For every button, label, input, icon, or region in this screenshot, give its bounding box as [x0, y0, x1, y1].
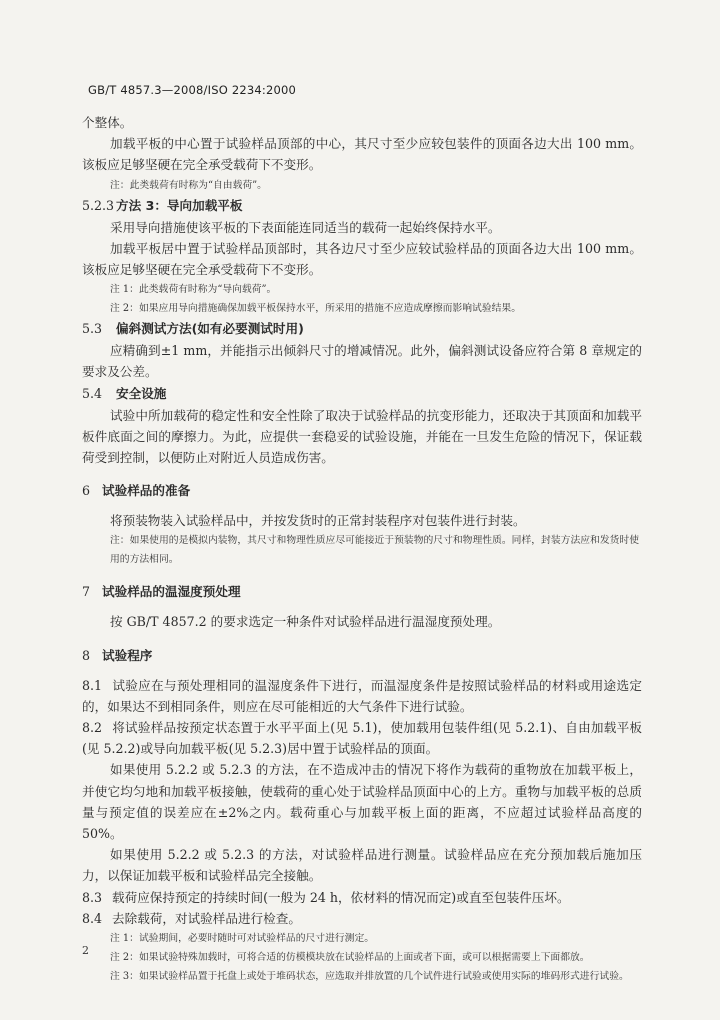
- numbered-clause: [82, 675, 642, 717]
- page-number: 2: [82, 944, 89, 957]
- paragraph: 将预装物装入试验样品中，并按发货时的正常封装程序对包装件进行封装。: [110, 513, 526, 529]
- document-body: [82, 112, 642, 986]
- subsection-heading: [82, 383, 642, 405]
- heading-text: 试验样品的准备: [102, 483, 191, 499]
- note: 注 3：如果试验样品置于托盘上或处于堆码状态，应选取并排放置的几个试件进行试验或使用实际的堆码形式进行试验。: [110, 971, 629, 983]
- note: 注：此类载荷有时称为“自由载荷”。: [110, 179, 267, 191]
- heading-number: 5.3: [82, 321, 103, 337]
- paragraph: 如果使用 5.2.2 或 5.2.3 的方法，对试验样品进行测量。试验样品应在充分预加载后施加压力，以保证加载平板和试验样品完全接触。: [82, 847, 642, 884]
- clause-number: 8.1: [82, 677, 103, 693]
- paragraph: 应精确到±1 mm，并能指示出倾斜尺寸的增减情况。此外，偏斜测试设备应符合第 8 章规定的要求及公差。: [82, 343, 642, 380]
- heading-text: 试验程序: [102, 647, 153, 663]
- section-heading: [82, 645, 642, 667]
- heading-text: 方法 3：导向加载平板: [116, 197, 243, 213]
- heading-text: 偏斜测试方法(如有必要测试时用): [116, 321, 304, 337]
- note: 注 1：试验期间，必要时随时可对试验样品的尺寸进行测定。: [110, 933, 375, 945]
- note: 注 1：此类载荷有时称为“导向载荷”。: [110, 284, 277, 296]
- paragraph: 如果使用 5.2.2 或 5.2.3 的方法，在不造成冲击的情况下将作为载荷的重物放在加载平板上，并使它均匀地和加载平板接触，使载荷的重心处于试验样品顶面中心的上方。重物与加载平板的总质量与预定值的误差应在±2%之内。载荷重心与加载平板上面的距离，不应超过试验样品高度的 50%。: [82, 762, 642, 842]
- clause-text: 将试验样品按预定状态置于水平平面上(见 5.1)，使加载用包装件组(见 5.2.1)、自由加载平板(见 5.2.2)或导向加载平板(见 5.2.3)居中置于试验样品的顶面。: [82, 720, 642, 757]
- note: 注：如果使用的是模拟内装物，其尺寸和物理性质应尽可能接近于预装物的尺寸和物理性质。同样，封装方法应和发货时使用的方法相同。: [110, 535, 640, 566]
- paragraph: 加载平板居中置于试验样品顶部时，其各边尺寸至少应较试验样品的顶面各边大出 100 mm。该板应足够坚硬在完全承受载荷下不变形。: [82, 240, 642, 278]
- heading-number: 8: [82, 647, 91, 663]
- document-header: GB/T 4857.3—2008/ISO 2234:2000: [88, 83, 297, 97]
- heading-number: 5.4: [82, 385, 103, 401]
- note: 注 2：如果试验特殊加载时，可将合适的仿模模块放在试验样品的上面或者下面，或可以根据需要上下面都放。: [110, 952, 590, 964]
- paragraph: 个整体。: [82, 115, 133, 130]
- numbered-clause: [82, 887, 642, 908]
- clause-number: 8.2: [82, 720, 103, 736]
- heading-text: 安全设施: [116, 385, 167, 401]
- heading-number: 6: [82, 483, 91, 499]
- section-heading: [82, 581, 642, 603]
- paragraph: 按 GB/T 4857.2 的要求选定一种条件对试验样品进行温湿度预处理。: [110, 614, 501, 630]
- clause-text: 去除载荷，对试验样品进行检查。: [112, 910, 301, 926]
- section-heading: [82, 480, 642, 502]
- clause-number: 8.3: [82, 889, 103, 905]
- clause-text: 试验应在与预处理相同的温湿度条件下进行，而温湿度条件是按照试验样品的材料或用途选定的，如果达不到相同条件，则应在尽可能相近的大气条件下进行试验。: [82, 677, 642, 714]
- note: 注 2：如果应用导向措施确保加载平板保持水平，所采用的措施不应造成摩擦而影响试验结果。: [110, 303, 522, 315]
- subsection-heading: [82, 195, 642, 217]
- paragraph: 采用导向措施使该平板的下表面能连同适当的载荷一起始终保持水平。: [110, 219, 501, 235]
- numbered-clause: [82, 717, 642, 759]
- paragraph: 试验中所加载荷的稳定性和安全性除了取决于试验样品的抗变形能力，还取决于其顶面和加载平板件底面之间的摩擦力。为此，应提供一套稳妥的试验设施，并能在一旦发生危险的情况下，保证载荷受到控制，以便防止对附近人员造成伤害。: [82, 407, 642, 466]
- clause-number: 8.4: [82, 910, 103, 926]
- paragraph: 加载平板的中心置于试验样品顶部的中心，其尺寸至少应较包装件的顶面各边大出 100 mm。该板应足够坚硬在完全承受载荷下不变形。: [82, 136, 642, 173]
- numbered-clause: [82, 908, 642, 929]
- subsection-heading: [82, 318, 642, 340]
- heading-text: 试验样品的温湿度预处理: [102, 584, 241, 600]
- clause-text: 载荷应保持预定的持续时间(一般为 24 h，依材料的情况而定)或直至包装件压坏。: [112, 889, 570, 905]
- heading-number: 7: [82, 584, 91, 600]
- heading-number: 5.2.3: [82, 197, 115, 213]
